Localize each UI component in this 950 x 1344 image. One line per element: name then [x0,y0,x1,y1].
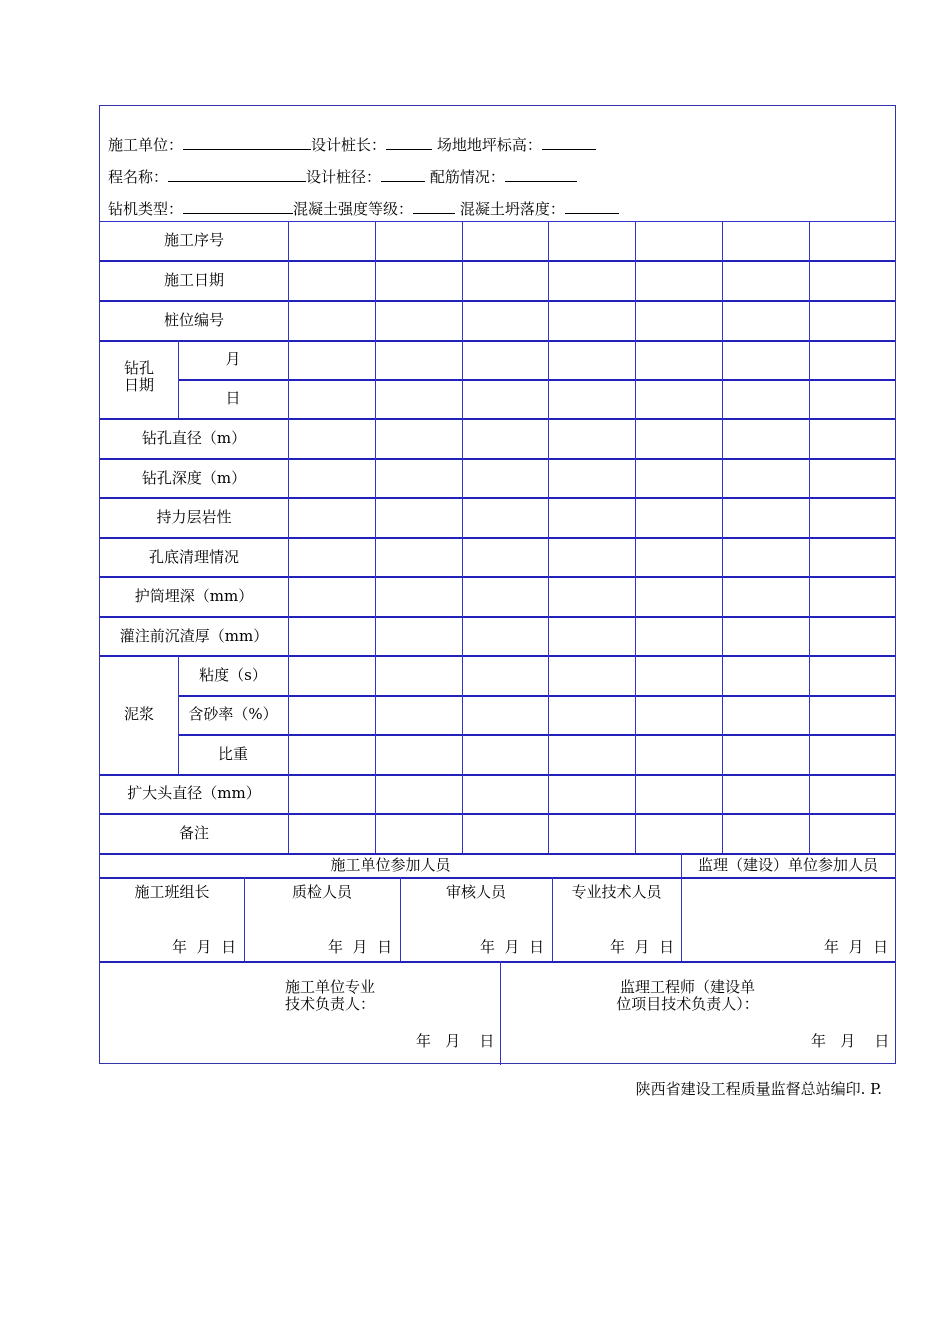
record-form [99,105,896,1064]
grid-line [722,221,723,853]
row-label-day: 日 [225,389,241,407]
tech-staff-label: 专业技术人员 [571,883,662,901]
grid-line [100,877,895,879]
grid-line [288,221,289,853]
header-line-3 [108,199,619,219]
supervisor-participants-header: 监理（建设）单位参加人员 [697,856,878,874]
row-label-drill-date: 钻孔 日期 [123,359,154,394]
row-label-gravity: 比重 [217,745,248,763]
row-label-casing: 护筒埋深（mm） [134,587,254,605]
contractor-tech-date[interactable]: 年 月 日 [416,1032,495,1050]
publisher-footer: 陕西省建设工程质量监督总站编印. P. [635,1080,882,1098]
pile-diameter-blank[interactable] [381,167,425,182]
unit-blank[interactable] [183,135,311,150]
project-label: 程名称： [108,168,169,186]
grid-line [100,961,895,963]
supervisor-engineer-title-2: 位项目技术负责人）： [616,995,759,1013]
row-label-depth: 钻孔深度（m） [141,469,247,487]
grid-line [462,221,463,853]
grid-line [375,221,376,853]
inspector-label: 质检人员 [291,883,352,901]
contractor-tech-title-2: 技术负责人： [284,995,375,1013]
row-label-seq: 施工序号 [163,231,224,249]
grid-line [635,221,636,853]
reviewer-date[interactable]: 年 月 日 [480,938,545,956]
site-elevation-blank[interactable] [542,135,596,150]
slump-blank[interactable] [565,199,619,214]
supervisor-date[interactable]: 年 月 日 [824,938,889,956]
row-label-month: 月 [225,350,241,368]
row-label-diameter: 钻孔直径（m） [141,429,247,447]
unit-label: 施工单位： [108,136,184,154]
row-label-remark: 备注 [178,824,209,842]
row-label-cleaning: 孔底清理情况 [148,548,239,566]
rebar-blank[interactable] [505,167,577,182]
row-label-date: 施工日期 [163,271,224,289]
contractor-participants-header: 施工单位参加人员 [330,856,451,874]
pile-length-blank[interactable] [386,135,432,150]
header-line-1 [108,135,596,155]
rig-label: 钻机类型： [108,200,184,218]
project-blank[interactable] [168,167,306,182]
team-leader-label: 施工班组长 [134,883,210,901]
row-label-viscosity: 粘度（s） [199,666,267,684]
pile-diameter-label: 设计桩径： [306,168,382,186]
row-label-sand: 含砂率（%） [188,705,278,723]
slump-label: 混凝土坍落度： [459,200,565,218]
rebar-label: 配筋情况： [429,168,505,186]
grid-line [500,961,501,1065]
inspector-date[interactable]: 年 月 日 [328,938,393,956]
grid-line [548,221,549,853]
reviewer-label: 审核人员 [445,883,506,901]
tech-staff-date[interactable]: 年 月 日 [610,938,675,956]
grid-line [809,221,810,853]
row-label-bell: 扩大头直径（mm） [127,784,261,802]
concrete-grade-label: 混凝土强度等级： [293,200,414,218]
rig-blank[interactable] [183,199,293,214]
supervisor-engineer-title-1: 监理工程师（建设单 [619,978,755,996]
row-label-bearing: 持力层岩性 [156,508,232,526]
concrete-grade-blank[interactable] [413,199,455,214]
row-label-pile-no: 桩位编号 [163,311,224,329]
contractor-tech-title-1: 施工单位专业 [284,978,375,996]
header-line-2 [108,167,577,187]
pile-length-label: 设计桩长： [311,136,387,154]
site-elevation-label: 场地地坪标高： [436,136,542,154]
row-label-sediment: 灌注前沉渣厚（mm） [119,627,269,645]
team-leader-date[interactable]: 年 月 日 [172,938,237,956]
row-label-mud: 泥浆 [123,705,154,723]
supervisor-engineer-date[interactable]: 年 月 日 [811,1032,890,1050]
